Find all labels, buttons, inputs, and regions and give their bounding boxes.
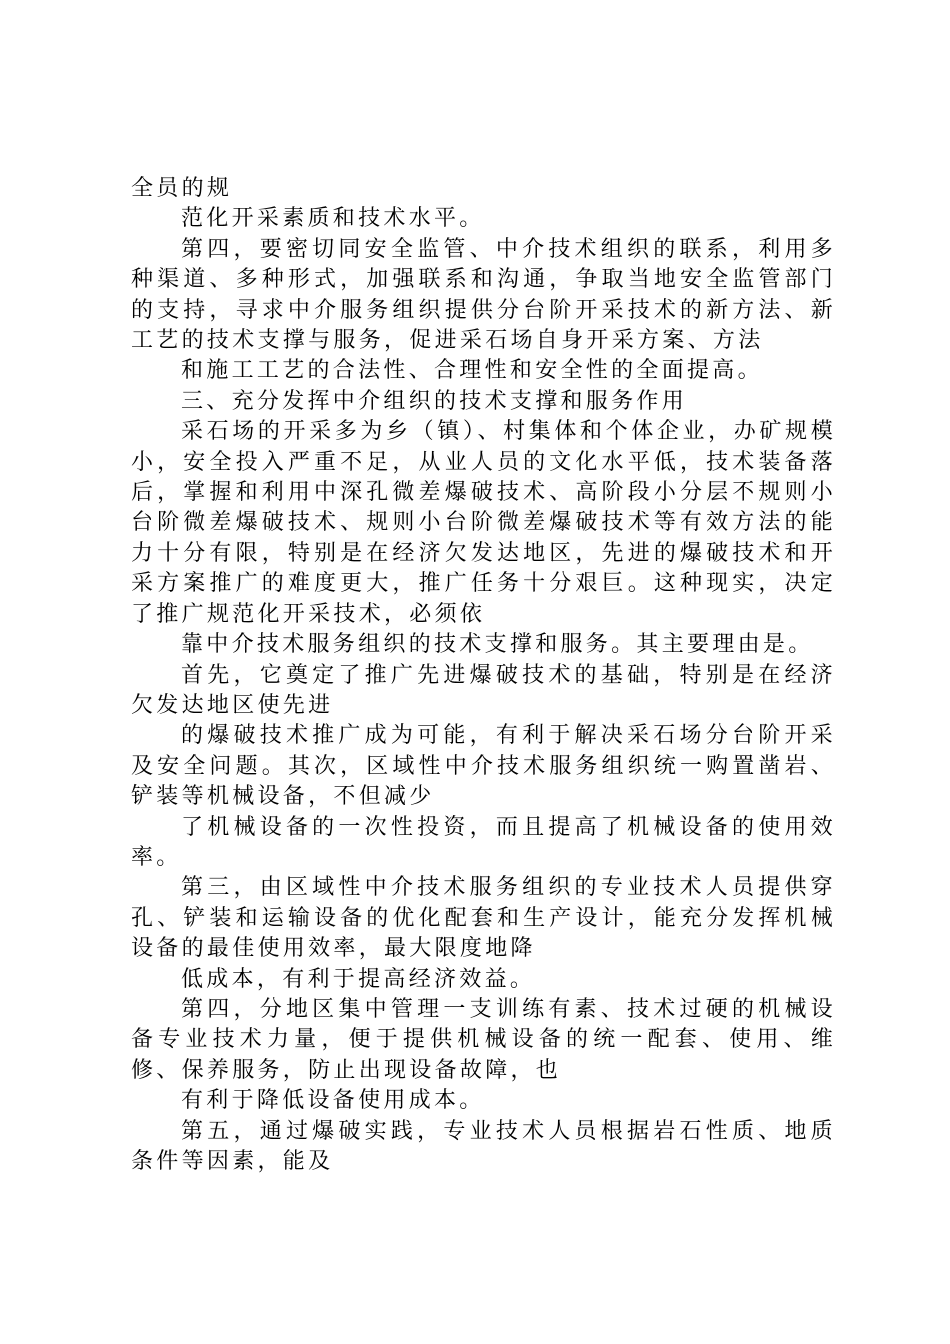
paragraph: 和施工工艺的合法性、合理性和安全性的全面提高。 [181, 358, 763, 384]
paragraph: 范化开采素质和技术水平。 [181, 206, 485, 232]
paragraph: 全员的规 [131, 176, 233, 201]
paragraph: 低成本，有利于提高经济效益。 [181, 966, 536, 992]
paragraph: 第四，分地区集中管理一支训练有素、技术过硬的机械设备专业技术力量，便于提供机械设备的统一配套、使用、维修、保养服务，防止出现设备故障，也 [131, 996, 836, 1083]
document-body [131, 174, 836, 1177]
paragraph: 的爆破技术推广成为可能，有利于解决采石场分台阶开采及安全问题。其次，区域性中介技术服务组织统一购置凿岩、铲装等机械设备，不但减少 [131, 723, 836, 810]
paragraph: 首先，它奠定了推广先进爆破技术的基础，特别是在经济欠发达地区使先进 [131, 662, 836, 718]
paragraph: 有利于降低设备使用成本。 [181, 1088, 485, 1114]
paragraph: 第三，由区域性中介技术服务组织的专业技术人员提供穿孔、铲装和运输设备的优化配套和生产设计，能充分发挥机械设备的最佳使用效率，最大限度地降 [131, 875, 836, 962]
section-heading: 三、充分发挥中介组织的技术支撑和服务作用 [181, 388, 688, 414]
paragraph: 第五，通过爆破实践，专业技术人员根据岩石性质、地质条件等因素，能及 [131, 1118, 836, 1174]
paragraph: 了机械设备的一次性投资，而且提高了机械设备的使用效率。 [131, 814, 836, 870]
paragraph: 靠中介技术服务组织的技术支撑和服务。其主要理由是。 [181, 632, 814, 658]
paragraph: 采石场的开采多为乡（镇）、村集体和个体企业，办矿规模小，安全投入严重不足，从业人员的文化水平低，技术装备落后，掌握和利用中深孔微差爆破技术、高阶段小分层不规则小台阶微差爆破技术、规则小台阶微差爆破技术等有效方法的能力十分有限，特别是在经济欠发达地区，先进的爆破技术和开采方案推广的难度更大，推广任务十分艰巨。这种现实，决定了推广规范化开采技术，必须依 [131, 419, 836, 627]
paragraph: 第四，要密切同安全监管、中介技术组织的联系，利用多种渠道、多种形式，加强联系和沟通，争取当地安全监管部门的支持，寻求中介服务组织提供分台阶开采技术的新方法、新工艺的技术支撑与服务，促进采石场自身开采方案、方法 [131, 236, 836, 354]
